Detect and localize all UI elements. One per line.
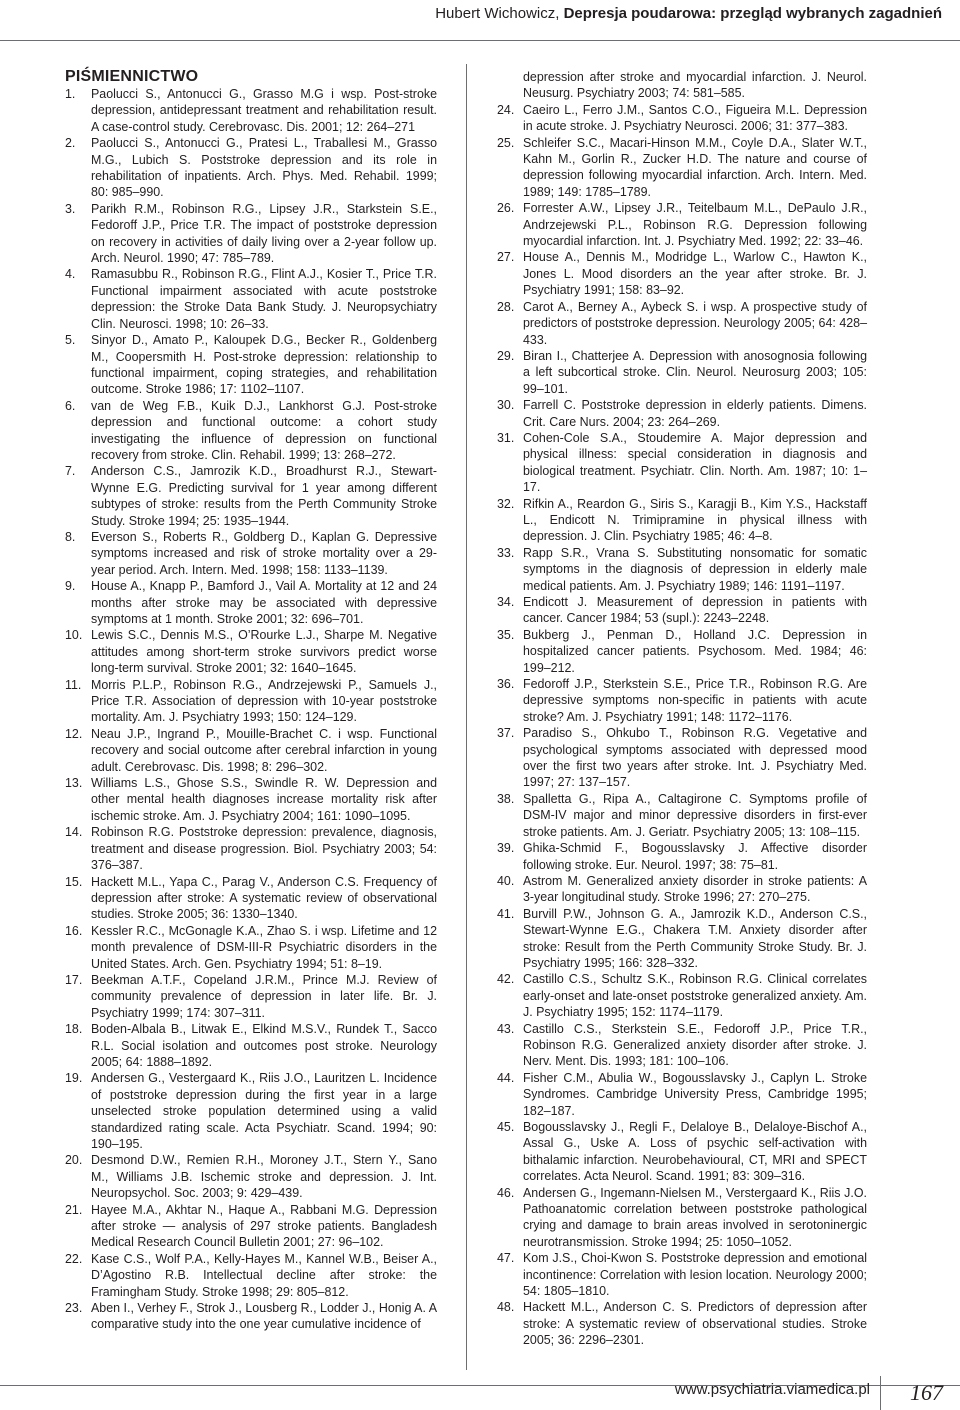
references-right-column (497, 69, 867, 1349)
reference-number: 30. (497, 398, 515, 413)
reference-number: 24. (497, 102, 515, 117)
reference-item (497, 299, 867, 348)
reference-item (65, 266, 437, 332)
reference-text: Spalletta G., Ripa A., Caltagirone C. Symptoms profile of DSM-IV major and minor depressive disorders in first-ever stroke patients. Am. J. Geriatr. Psychiatry 2005; 13: 108–115. (523, 791, 867, 839)
reference-number: 45. (497, 1120, 515, 1134)
reference-text: Beekman A.T.F., Copeland J.R.M., Prince M.J. Review of community prevalence of depression in later life. Br. J. Psychiatry 1999; 174: 307–311. (91, 972, 437, 1020)
reference-item (65, 578, 437, 627)
reference-number: 20. (65, 1153, 83, 1168)
reference-number: 11. (65, 677, 82, 692)
reference-item (65, 398, 437, 464)
reference-text: Fedoroff J.P., Sterkstein S.E., Price T.R., Robinson R.G. Are depressive symptoms non-specific in patients with acute stroke? Am. J. Psychiatry 1991; 148: 1172–1176. (523, 677, 867, 724)
reference-text: Everson S., Roberts R., Goldberg D., Kaplan G. Depressive symptoms increased and risk of stroke mortality over a 29-year period. Arch. Intern. Med. 1998; 158: 1133–1139. (91, 529, 437, 577)
reference-number: 25. (497, 135, 515, 150)
reference-number: 32. (497, 496, 515, 511)
journal-url[interactable]: www.psychiatria.viamedica.pl (674, 1381, 870, 1398)
reference-text: Carot A., Berney A., Aybeck S. i wsp. A prospective study of predictors of poststroke depression. Neurology 2005; 64: 428–433. (523, 299, 867, 347)
reference-number: 17. (65, 972, 83, 987)
reference-text: House A., Knapp P., Bamford J., Vail A. Mortality at 12 and 24 months after stroke may be associated with depressive symptoms at 1 month. Stroke 2001; 32: 696–701. (91, 579, 437, 626)
reference-number: 40. (497, 873, 515, 888)
reference-text: Paolucci S., Antonucci G., Pratesi L., Traballesi M., Grasso M.G., Lubich S. Poststroke depression and its role in rehabilitation of inpatients. Arch. Phys. Med. Rehabil. 1999; 80: 985–990. (91, 136, 437, 200)
reference-item (497, 1185, 867, 1251)
reference-item (65, 824, 437, 873)
reference-text: Endicott J. Measurement of depression in patients with cancer. Cancer 1984; 53 (supl.): 2243–2248. (523, 595, 867, 626)
reference-item (497, 1021, 867, 1070)
reference-number: 12. (65, 726, 83, 741)
page-number: 167 (910, 1380, 943, 1405)
reference-number: 36. (497, 677, 515, 692)
reference-list-right (497, 102, 867, 1349)
reference-item (65, 627, 437, 676)
reference-continuation (497, 69, 867, 102)
reference-text: Hackett M.L., Yapa C., Parag V., Anderson C.S. Frequency of depression after stroke: A systematic review of observational studies. Stroke 2005; 36: 1330–1340. (91, 874, 437, 922)
reference-text: Williams L.S., Ghose S.S., Swindle R. W. Depression and other mental health diagnoses increase mortality risk after ischemic stroke. Am. J. Psychiatry 2004; 161: 1090–1095. (91, 776, 437, 823)
header-authors: Hubert Wichowicz, (435, 5, 560, 22)
reference-item (497, 627, 867, 676)
reference-text: Neau J.P., Ingrand P., Mouille-Brachet C. i wsp. Functional recovery and social outcome after cerebral infarction in young adult. Cerebrovasc. Dis. 1998; 8: 296–302. (91, 726, 437, 774)
reference-item (497, 873, 867, 906)
reference-number: 48. (497, 1300, 515, 1315)
reference-number: 35. (497, 627, 515, 642)
reference-item (65, 135, 437, 201)
reference-item (497, 725, 867, 791)
reference-text: Fisher C.M., Abulia W., Bogousslavsky J., Caplyn L. Stroke Syndromes. Cambridge University Press, Cambridge 1995; 182–187. (523, 1070, 867, 1118)
reference-text: Ghika-Schmid F., Bogousslavsky J. Affective disorder following stroke. Eur. Neurol. 1997; 38: 75–81. (523, 841, 867, 872)
reference-item (497, 545, 867, 594)
reference-item (65, 677, 437, 726)
reference-item (497, 249, 867, 298)
reference-continuation-text: depression after stroke and myocardial infarction. J. Neurol. Neusurg. Psychiatry 2003; 74: 581–585. (523, 70, 867, 101)
reference-text: Andersen G., Vestergaard K., Riis J.O., Lauritzen L. Incidence of poststroke depression during the first year in a large unselected stroke population determined using a valid standardized rating scale. Acta Psychiatr. Scand. 1994; 90: 190–195. (91, 1071, 437, 1151)
reference-list-left (65, 86, 437, 1333)
reference-text: Aben I., Verhey F., Strok J., Lousberg R., Lodder J., Honig A. A comparative study into the one year cumulative incidence of (91, 1301, 437, 1332)
reference-item (497, 1070, 867, 1119)
reference-text: Cohen-Cole S.A., Stoudemire A. Major depression and physical illness: special consideration in diagnosis and biological treatment. Psychiatr. Clin. North. Am. 1987; 10: 1–17. (523, 430, 867, 495)
reference-text: Rifkin A., Reardon G., Siris S., Karagji B., Kim Y.S., Hackstaff L., Endicott N. Trimipramine in physical illness with depression. J. Clin. Psychiatry 1985; 46: 4–8. (523, 496, 867, 544)
reference-number: 42. (497, 972, 515, 987)
reference-number: 19. (65, 1071, 83, 1086)
reference-number: 33. (497, 545, 515, 560)
reference-item (65, 874, 437, 923)
reference-number: 28. (497, 299, 515, 314)
reference-text: van de Weg F.B., Kuik D.J., Lankhorst G.J. Post-stroke depression and functional outcome: a cohort study investigating the influence of depression on functional recovery from stroke. Clin. Rehabil. 1999; 13: 268–272. (91, 398, 437, 462)
references-left-column (65, 68, 437, 1333)
reference-number: 38. (497, 791, 515, 806)
reference-text: Desmond D.W., Remien R.H., Moroney J.T., Stern Y., Sano M., Williams J.B. Ischemic stroke and depression. J. Int. Neuropsychol. Soc. 2003; 9: 429–439. (91, 1153, 437, 1201)
reference-item (65, 726, 437, 775)
reference-item (497, 791, 867, 840)
reference-item (65, 1070, 437, 1152)
reference-text: Boden-Albala B., Litwak E., Elkind M.S.V., Rundek T., Sacco R.L. Social isolation and outcomes post stroke. Neurology 2005; 64: 1888–1892. (91, 1022, 437, 1069)
reference-number: 15. (65, 874, 83, 889)
reference-text: Robinson R.G. Poststroke depression: prevalence, diagnosis, treatment and disease progression. Biol. Psychiatry 2003; 54: 376–387. (91, 825, 437, 873)
reference-number: 47. (497, 1251, 515, 1266)
reference-number: 29. (497, 348, 515, 363)
reference-number: 1. (65, 87, 76, 101)
reference-item (497, 594, 867, 627)
reference-number: 16. (65, 923, 83, 938)
reference-item (65, 463, 437, 529)
reference-text: House A., Dennis M., Modridge L., Warlow C., Hawton K., Jones L. Mood disorders an the year after stroke. Br. J. Psychiatry 1991; 158: 83–92. (523, 250, 867, 298)
references-heading: PIŚMIENNICTWO (65, 68, 199, 85)
reference-item (497, 496, 867, 545)
reference-text: Farrell C. Poststroke depression in elderly patients. Dimens. Crit. Care Nurs. 2004; 23: 264–269. (523, 398, 867, 429)
reference-text: Kessler R.C., McGonagle K.A., Zhao S. i wsp. Lifetime and 12 month prevalence of DSM-III-R Psychiatric disorders in the United States. Arch. Gen. Psychiatry 1994; 51: 8–19. (91, 923, 437, 971)
reference-text: Lewis S.C., Dennis M.S., O’Rourke L.J., Sharpe M. Negative attitudes among short-term stroke survivors predict worse long-term survival. Stroke 2001; 32: 1640–1645. (91, 628, 437, 676)
reference-number: 41. (497, 906, 515, 921)
reference-item (65, 332, 437, 398)
reference-item (65, 1251, 437, 1300)
reference-number: 23. (65, 1301, 83, 1316)
reference-text: Bukberg J., Penman D., Holland J.C. Depression in hospitalized cancer patients. Psychosom. Med. 1984; 46: 199–212. (523, 627, 867, 675)
reference-number: 34. (497, 595, 515, 609)
reference-text: Hackett M.L., Anderson C. S. Predictors of depression after stroke: A systematic review of observational studies. Stroke 2005; 36: 2296–2301. (523, 1300, 867, 1348)
reference-text: Astrom M. Generalized anxiety disorder in stroke patients: A 3-year longitudinal study. Stroke 1996; 27: 270–275. (523, 873, 867, 905)
reference-item (497, 430, 867, 496)
reference-text: Paradiso S., Ohkubo T., Robinson R.G. Vegetative and psychological symptoms associated with depressed mood over the first two years after stroke. Int. J. Psychiatry Med. 1997; 27: 137–157. (523, 726, 867, 790)
reference-number: 21. (65, 1202, 83, 1217)
reference-number: 13. (65, 776, 83, 791)
reference-number: 8. (65, 529, 76, 544)
running-header-text (435, 5, 942, 22)
reference-item (497, 840, 867, 873)
reference-item (65, 201, 437, 267)
reference-number: 39. (497, 841, 515, 856)
reference-text: Castillo C.S., Schultz S.K., Robinson R.G. Clinical correlates early-onset and late-onset poststroke generalized anxiety. Am. J. Psychiatry 1995; 152: 1174–1179. (523, 972, 867, 1020)
reference-number: 14. (65, 825, 83, 840)
footer-divider (880, 1376, 881, 1410)
reference-text: Biran I., Chatterjee A. Depression with anosognosia following a left subcortical stroke. Clin. Neurol. Neurosurg 2003; 105: 99–101. (523, 348, 867, 396)
column-divider (466, 64, 467, 1370)
reference-text: Hayee M.A., Akhtar N., Haque A., Rabbani M.G. Depression after stroke — analysis of 297 stroke patients. Bangladesh Medical Research Council Bulletin 2001; 27: 96–102. (91, 1202, 437, 1250)
reference-item (497, 676, 867, 725)
reference-number: 18. (65, 1022, 83, 1037)
reference-text: Forrester A.W., Lipsey J.R., Teitelbaum M.L., DePaulo J.R., Andrzejewski P.L., Robinson R.G. Depression following myocardial infarction. Int. J. Psychiatry Med. 1992; 22: 33–46. (523, 201, 867, 249)
reference-item (497, 971, 867, 1020)
reference-number: 22. (65, 1251, 83, 1266)
reference-number: 26. (497, 201, 515, 216)
reference-text: Caeiro L., Ferro J.M., Santos C.O., Figueira M.L. Depression in acute stroke. J. Psychiatry Neurosci. 2006; 31: 377–383. (523, 102, 867, 134)
reference-text: Rapp S.R., Vrana S. Substituting nonsomatic for somatic symptoms in the diagnosis of depression in elderly male medical patients. Am. J. Psychiatry 1989; 146: 1191–1197. (523, 545, 867, 593)
reference-text: Andersen G., Ingemann-Nielsen M., Verstergaard K., Riis J.O. Pathoanatomic correlation between poststroke pathological crying and damage to brain areas involved in serotoninergic neurotransmission. Stroke 1994; 25: 1050–1052. (523, 1185, 867, 1249)
reference-text: Morris P.L.P., Robinson R.G., Andrzejewski P., Samuels J., Price T.R. Association of depression with 10-year poststroke mortality. Am. J. Psychiatry 1993; 150: 124–129. (91, 677, 437, 725)
reference-item (497, 135, 867, 201)
reference-item (65, 923, 437, 972)
reference-item (497, 906, 867, 972)
reference-number: 27. (497, 250, 515, 265)
reference-number: 44. (497, 1070, 515, 1085)
reference-number: 46. (497, 1185, 515, 1200)
reference-number: 31. (497, 430, 515, 445)
reference-item (497, 348, 867, 397)
reference-item (65, 1152, 437, 1201)
running-header (0, 0, 960, 41)
reference-item (65, 1300, 437, 1333)
reference-number: 10. (65, 628, 83, 643)
reference-item (497, 397, 867, 430)
header-article-title: Depresja poudarowa: przegląd wybranych zagadnień (563, 5, 942, 22)
reference-text: Paolucci S., Antonucci G., Grasso M.G i wsp. Post-stroke depression, antidepressant treatment and rehabilitation result. A case-control study. Cerebrovasc. Dis. 2001; 12: 264–271 (91, 87, 437, 134)
reference-number: 43. (497, 1021, 515, 1036)
reference-item (65, 86, 437, 135)
reference-item (497, 1299, 867, 1348)
reference-text: Sinyor D., Amato P., Kaloupek D.G., Becker R., Goldenberg M., Coopersmith H. Post-stroke depression: relationship to functional impairment, coping strategies, and rehabilitation outcome. Stroke 1986; 17: 1102–1107. (91, 333, 437, 397)
reference-text: Parikh R.M., Robinson R.G., Lipsey J.R., Starkstein S.E., Fedoroff J.P., Price T.R. The impact of poststroke depression on recovery in activities of daily living over a 2-year follow up. Arch. Neurol. 1990; 47: 785–789. (91, 201, 437, 266)
reference-item (65, 972, 437, 1021)
reference-number: 5. (65, 333, 76, 348)
reference-text: Schleifer S.C., Macari-Hinson M.M., Coyle D.A., Slater W.T., Kahn M., Gorlin R., Zucker H.D. The nature and course of depression following myocardial infarction. Arch. Intern. Med. 1989; 149: 1785–1789. (523, 135, 867, 199)
reference-item (497, 1250, 867, 1299)
reference-text: Kase C.S., Wolf P.A., Kelly-Hayes M., Kannel W.B., Beiser A., D’Agostino R.B. Intellectual decline after stroke: the Framingham Study. Stroke 1998; 29: 805–812. (91, 1251, 437, 1299)
reference-text: Kom J.S., Choi-Kwon S. Poststroke depression and emotional incontinence: Correlation with lesion location. Neurology 2000; 54: 1805–1810. (523, 1251, 867, 1299)
reference-item (497, 102, 867, 135)
reference-text: Castillo C.S., Sterkstein S.E., Fedoroff J.P., Price T.R., Robinson R.G. Generalized anxiety disorder after stroke. J. Nerv. Ment. Dis. 1993; 181: 100–106. (523, 1021, 867, 1069)
reference-text: Burvill P.W., Johnson G. A., Jamrozik K.D., Anderson C.S., Stewart-Wynne E.G., Chakera T.M. Anxiety disorder after stroke: Result from the Perth Community Stroke Study. Br. J. Psychiatry 1995; 166: 328–332. (523, 906, 867, 970)
reference-number: 9. (65, 579, 76, 594)
reference-number: 37. (497, 726, 515, 741)
reference-number: 3. (65, 201, 76, 216)
reference-text: Bogousslavsky J., Regli F., Delaloye B., Delaloye-Bischof A., Assal G., Uske A. Loss of psychic self-activation with bithalamic infarction. Neurobehavioural, CT, MRI and SPECT correlates. Acta Neurol. Scand. 1991; 83: 309–316. (523, 1120, 867, 1184)
reference-item (65, 1202, 437, 1251)
reference-text: Anderson C.S., Jamrozik K.D., Broadhurst R.J., Stewart-Wynne E.G. Predicting survival for 1 year among different subtypes of stroke: results from the Perth Community Stroke Study. Stroke 1994; 25: 1935–1944. (91, 464, 437, 528)
reference-item (65, 529, 437, 578)
reference-number: 2. (65, 136, 76, 151)
reference-item (497, 1119, 867, 1185)
reference-number: 7. (65, 464, 76, 479)
reference-number: 4. (65, 267, 76, 282)
reference-text: Ramasubbu R., Robinson R.G., Flint A.J., Kosier T., Price T.R. Functional impairment associated with acute poststroke depression: the Stroke Data Bank Study. J. Neuropsychiatry Clin. Neurosci. 1998; 10: 26–33. (91, 267, 437, 331)
reference-number: 6. (65, 398, 76, 413)
reference-item (497, 200, 867, 249)
reference-item (65, 1021, 437, 1070)
reference-item (65, 775, 437, 824)
